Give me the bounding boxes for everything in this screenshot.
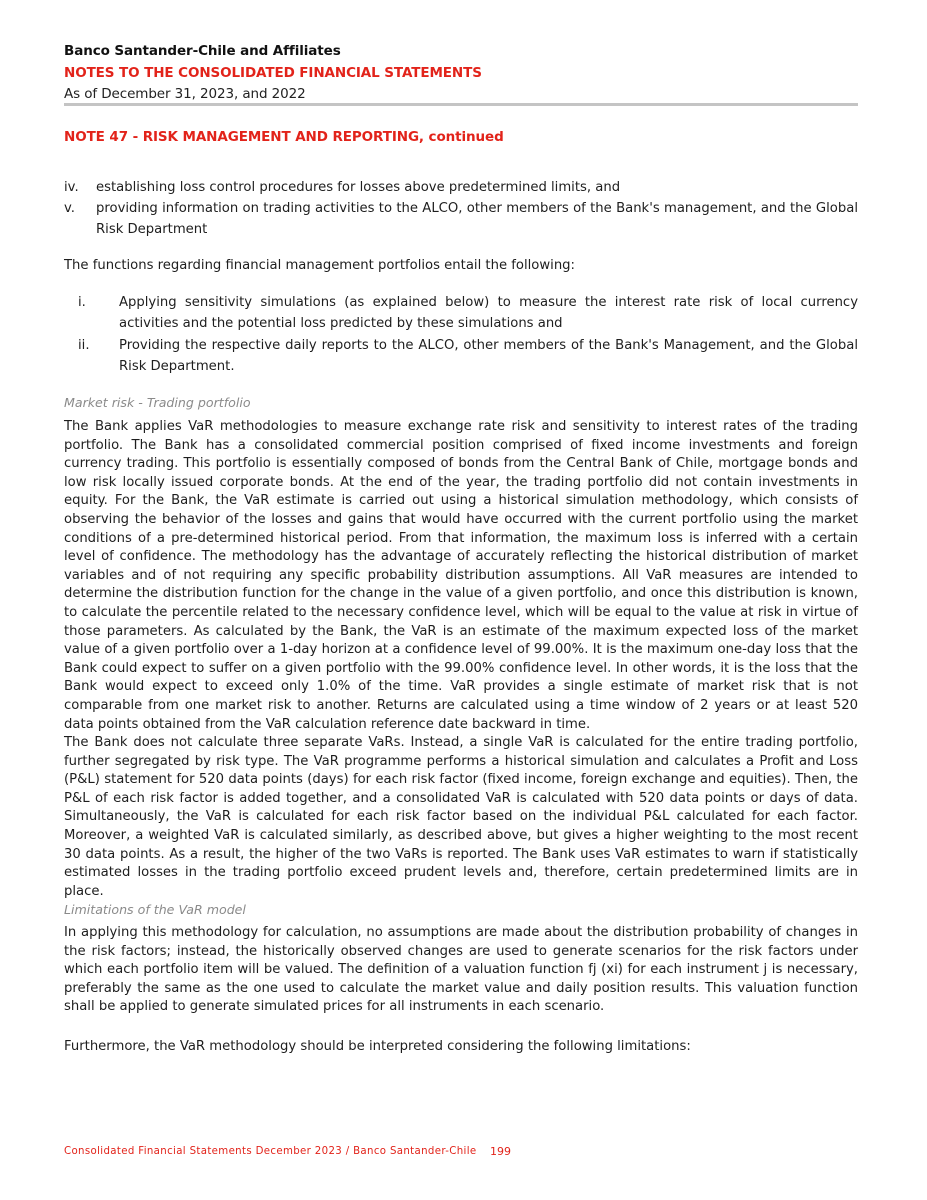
section-title: NOTES TO THE CONSOLIDATED FINANCIAL STATEMENTS [64,65,482,81]
header-divider [64,103,858,106]
company-name: Banco Santander-Chile and Affiliates [64,43,341,59]
footer-text: Consolidated Financial Statements December 2023 / Banco Santander-Chile [64,1146,477,1157]
functions-intro: The functions regarding financial management portfolios entail the following: [64,258,575,273]
list-marker: v. [64,201,75,216]
list-marker: iv. [64,180,79,195]
subheading-limitations: Limitations of the VaR model [64,902,246,917]
note-title: NOTE 47 - RISK MANAGEMENT AND REPORTING, continued [64,129,504,145]
list-text: Providing the respective daily reports to the ALCO, other members of the Bank's Management, and the Global Risk Department. [119,338,858,374]
paragraph-limitations-1: In applying this methodology for calculation, no assumptions are made about the distribution probability of changes in the risk factors; instead, the historically observed changes are used to generate scenarios for the risk factors under which each portfolio item will be valued. The definition of a valuation function fj (xi) for each instrument j is necessary, preferably the same as the one used to calculate the market value and daily position results. This valuation function shall be applied to generate simulated prices for all instruments in each scenario. [64,925,858,1015]
page-number: 199 [490,1145,511,1158]
paragraph-limitations-2: Furthermore, the VaR methodology should be interpreted considering the following limitations: [64,1039,691,1054]
paragraph-market-risk-1: The Bank applies VaR methodologies to measure exchange rate risk and sensitivity to interest rates of the trading portfolio. The Bank has a consolidated commercial position comprised of fixed income investments and foreign currency trading. This portfolio is essentially composed of bonds from the Central Bank of Chile, mortgage bonds and low risk locally issued corporate bonds. At the end of the year, the trading portfolio did not contain investments in equity. For the Bank, the VaR estimate is carried out using a historical simulation methodology, which consists of observing the behavior of the losses and gains that would have occurred with the current portfolio using the market conditions of a pre-determined historical period. From that information, the maximum loss is inferred with a certain level of confidence. The methodology has the advantage of accurately reflecting the historical distribution of market variables and of not requiring any specific probability distribution assumptions. All VaR measures are intended to determine the distribution function for the change in the value of a given portfolio, and once this distribution is known, to calculate the percentile related to the necessary confidence level, which will be equal to the value at risk in virtue of those parameters. As calculated by the Bank, the VaR is an estimate of the maximum expected loss of the market value of a given portfolio over a 1-day horizon at a confidence level of 99.00%. It is the maximum one-day loss that the Bank could expect to suffer on a given portfolio with the 99.00% confidence level. In other words, it is the loss that the Bank would expect to exceed only 1.0% of the time. VaR provides a single estimate of market risk that is not comparable from one market risk to another. Returns are calculated using a time window of 2 years or at least 520 data points obtained from the VaR calculation reference date backward in time. [64,419,858,732]
subheading-market-risk: Market risk - Trading portfolio [64,395,251,410]
list-marker: ii. [78,338,90,353]
list-text: Applying sensitivity simulations (as explained below) to measure the interest rate risk of local currency activities and the potential loss predicted by these simulations and [119,295,858,331]
report-date: As of December 31, 2023, and 2022 [64,86,306,102]
list-text: providing information on trading activities to the ALCO, other members of the Bank's management, and the Global Risk Department [96,201,858,237]
list-text: establishing loss control procedures for losses above predetermined limits, and [96,180,621,195]
list-marker: i. [78,295,86,310]
paragraph-market-risk-2: The Bank does not calculate three separate VaRs. Instead, a single VaR is calculated for the entire trading portfolio, further segregated by risk type. The VaR programme performs a historical simulation and calculates a Profit and Loss (P&L) statement for 520 data points (days) for each risk factor (fixed income, foreign exchange and equities). Then, the P&L of each risk factor is added together, and a consolidated VaR is calculated with 520 data points or days of data. Simultaneously, the VaR is calculated for each risk factor based on the individual P&L calculated for each factor. Moreover, a weighted VaR is calculated similarly, as described above, but gives a higher weighting to the most recent 30 data points. As a result, the higher of the two VaRs is reported. The Bank uses VaR estimates to warn if statistically estimated losses in the trading portfolio exceed prudent levels and, therefore, certain predetermined limits are in place. [64,735,858,899]
